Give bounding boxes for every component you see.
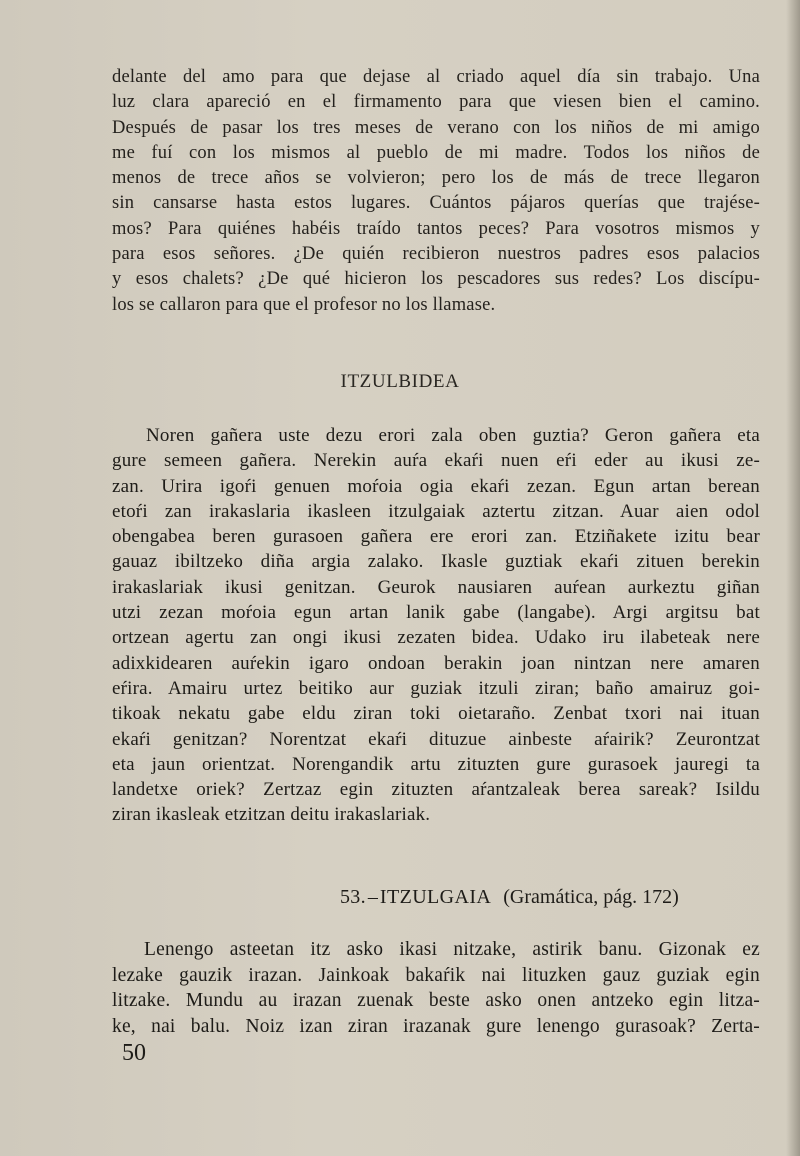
text-line: Después de pasar los tres meses de verano con los niños de mi amigo (112, 117, 760, 138)
text-line: los se callaron para que el profesor no los llamase. (112, 294, 496, 315)
text-line: menos de trece años se volvieron; pero los de más de trece llegaron (112, 168, 760, 189)
text-line: ke, nai balu. Noiz izan ziran irazanak gure lenengo gurasoak? Zerta- (112, 1015, 760, 1037)
text-line: Lenengo asteetan itz asko ikasi nitzake, astirik banu. Gizonak ez (144, 939, 760, 960)
text-line: me fuí con los mismos al pueblo de mi madre. Todos los niños de (112, 142, 760, 163)
text-line: eta jaun orientzat. Norengandik artu zituzten gure gurasoek jauregi ta (112, 753, 760, 775)
text-line: para esos señores. ¿De quién recibieron nuestros padres esos palacios (112, 244, 760, 265)
text-line: ekaŕi genitzan? Norentzat ekaŕi dituzue ainbeste aŕairik? Zeurontzat (112, 728, 760, 750)
page-number: 50 (122, 1040, 146, 1066)
exercise-title (340, 886, 679, 909)
text-line: zan. Urira igoŕi genuen moŕoia ogia ekaŕi zezan. Egun artan berean (112, 475, 760, 497)
exercise-label: ITZULGAIA (379, 886, 492, 908)
text-line: luz clara apareció en el firmamento para que viesen bien el camino. (112, 92, 760, 113)
text-line: Noren gañera uste dezu erori zala oben guztia? Geron gañera eta (146, 425, 760, 446)
text-line: utzi zezan moŕoia egun artan lanik gabe (langabe). Argi argitsu bat (112, 602, 760, 624)
text-line: mos? Para quiénes habéis traído tantos peces? Para vosotros mismos y (112, 218, 760, 239)
text-line: adixkidearen auŕekin igaro ondoan berakin joan nintzan nere amaren (112, 652, 760, 674)
text-line: irakaslariak ikusi genitzan. Geurok nausiaren auŕean aurkeztu giñan (112, 576, 760, 598)
section-heading: ITZULBIDEA (340, 371, 460, 392)
text-line: gure semeen gañera. Nerekin auŕa ekaŕi nuen eŕi eder au ikusi ze- (112, 450, 760, 472)
text-line: landetxe oriek? Zertzaz egin zituzten aŕantzaleak berea sareak? Isildu (112, 779, 760, 801)
text-line: litzake. Mundu au irazan zuenak beste asko onen antzeko egin litza- (112, 990, 760, 1012)
text-line: lezake gauzik irazan. Jainkoak bakaŕik nai lituzken gauz guziak egin (112, 964, 760, 986)
text-line: obengabea beren gurasoen gañera ere erori zan. Etziñakete izitu bear (112, 526, 760, 548)
page-edge-shadow (786, 0, 800, 1156)
text-line: y esos chalets? ¿De qué hicieron los pescadores sus redes? Los discípu- (112, 269, 760, 290)
text-line: tikoak nekatu gabe eldu ziran toki oietaraño. Zenbat txori nai ituan (112, 703, 760, 725)
grammar-reference: (Gramática, pág. 172) (503, 886, 679, 908)
text-line: ziran ikasleak etzitzan deitu irakaslariak. (112, 804, 431, 826)
exercise-number: 53. (340, 886, 366, 908)
text-line: etoŕi zan irakaslaria ikasleen itzulgaiak aztertu zitzan. Auar aien odol (112, 500, 760, 522)
basque-paragraph (112, 423, 760, 828)
text-line: sin cansarse hasta estos lugares. Cuántos pájaros querías que trajése- (112, 193, 760, 214)
text-line: gauaz ibiltzeko diña argia zalako. Ikasle guztiak ekaŕi zituen berekin (112, 551, 760, 573)
exercise-paragraph (112, 937, 760, 1039)
text-line: ortzean agertu zan ongi ikusi zezaten bidea. Udako iru ilabeteak nere (112, 627, 760, 649)
spanish-paragraph (112, 65, 760, 318)
text-line: eŕira. Amairu urtez beitiko aur guziak itzuli ziran; baño amairuz goi- (112, 677, 760, 699)
exercise-dash: – (367, 886, 378, 908)
text-line: delante del amo para que dejase al criado aquel día sin trabajo. Una (112, 67, 760, 87)
